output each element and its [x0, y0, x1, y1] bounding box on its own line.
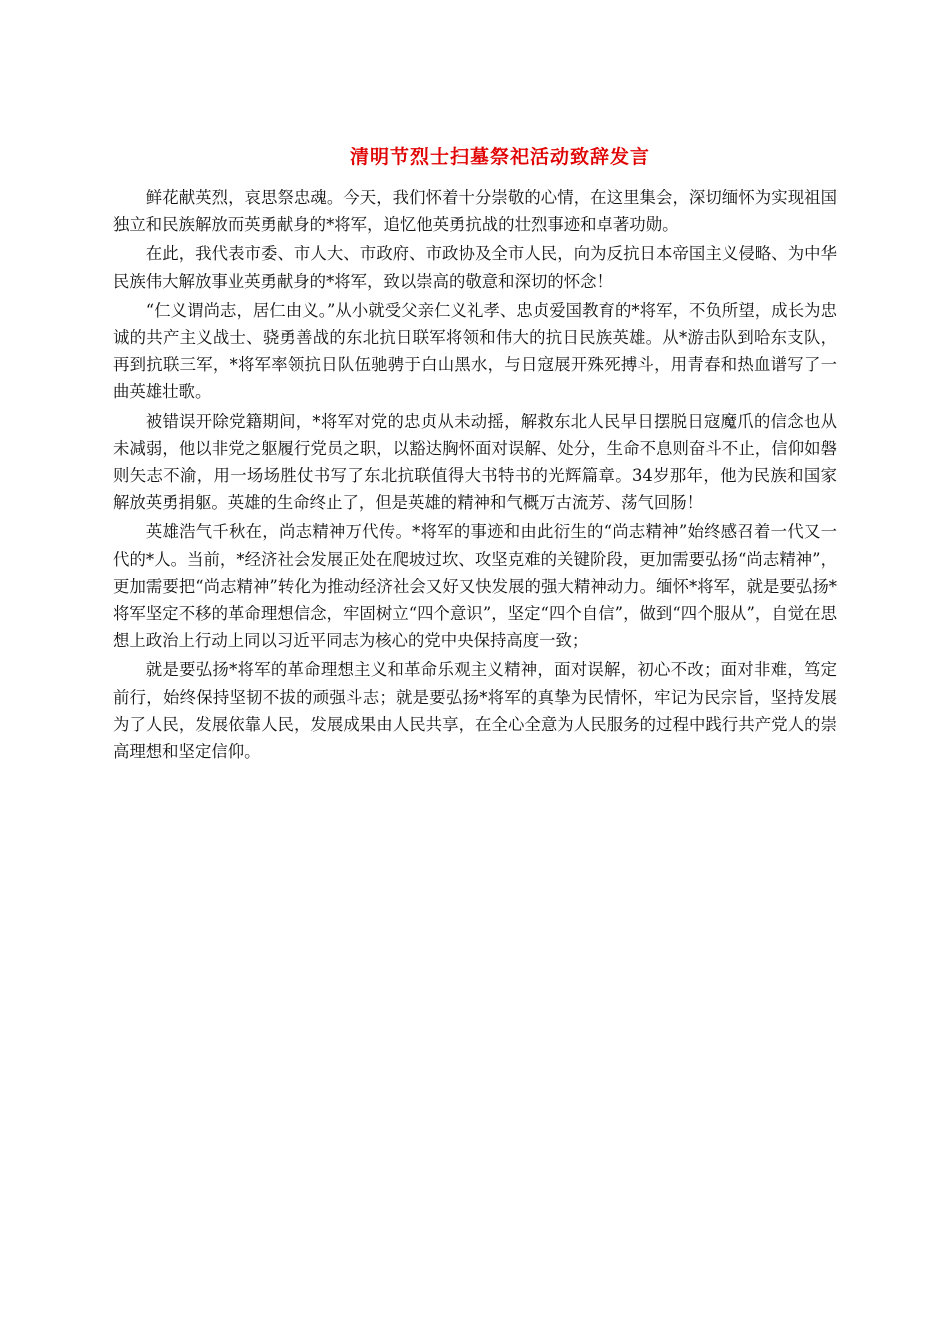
paragraph-6: 就是要弘扬*将军的革命理想主义和革命乐观主义精神，面对误解，初心不改；面对非难，笃定前行，始终保持坚韧不拔的顽强斗志；就是要弘扬*将军的真挚为民情怀，牢记为民宗旨，坚持发展为了人民，发展依靠人民，发展成果由人民共享，在全心全意为人民服务的过程中践行共产党人的崇高理想和坚定信仰。 [113, 660, 837, 762]
paragraph-2: 在此，我代表市委、市人大、市政府、市政协及全市人民，向为反抗日本帝国主义侵略、为中华民族伟大解放事业英勇献身的*将军，致以崇高的敬意和深切的怀念！ [113, 244, 837, 291]
paragraph-5: 英雄浩气千秋在，尚志精神万代传。*将军的事迹和由此衍生的“尚志精神”始终感召着一代又一代的*人。当前，*经济社会发展正处在爬坡过坎、攻坚克难的关键阶段，更加需要弘扬“尚志精神”，更加需要把“尚志精神”转化为推动经济社会又好又快发展的强大精神动力。缅怀*将军，就是要弘扬*将军坚定不移的革命理想信念，牢固树立“四个意识”，坚定“四个自信”，做到“四个服从”，自觉在思想上政治上行动上同以习近平同志为核心的党中央保持高度一致； [113, 522, 837, 651]
paragraph-4: 被错误开除党籍期间，*将军对党的忠贞从未动摇，解救东北人民早日摆脱日寇魔爪的信念也从未减弱，他以非党之躯履行党员之职，以豁达胸怀面对误解、处分，生命不息则奋斗不止，信仰如磐则矢志不渝，用一场场胜仗书写了东北抗联值得大书特书的光辉篇章。34岁那年，他为民族和国家解放英勇捐躯。英雄的生命终止了，但是英雄的精神和气概万古流芳、荡气回肠！ [113, 411, 837, 513]
paragraph-1: 鲜花献英烈，哀思祭忠魂。今天，我们怀着十分崇敬的心情，在这里集会，深切缅怀为实现祖国独立和民族解放而英勇献身的*将军，追忆他英勇抗战的壮烈事迹和卓著功勋。 [113, 188, 837, 235]
document-title: 清明节烈士扫墓祭祀活动致辞发言 [349, 146, 650, 168]
document-body [113, 184, 837, 767]
paragraph-3: “仁义谓尚志，居仁由义。”从小就受父亲仁义礼孝、忠贞爱国教育的*将军，不负所望，成长为忠诚的共产主义战士、骁勇善战的东北抗日联军将领和伟大的抗日民族英雄。从*游击队到哈东支队，再到抗联三军，*将军率领抗日队伍驰骋于白山黑水，与日寇展开殊死搏斗，用青春和热血谱写了一曲英雄壮歌。 [113, 300, 837, 402]
